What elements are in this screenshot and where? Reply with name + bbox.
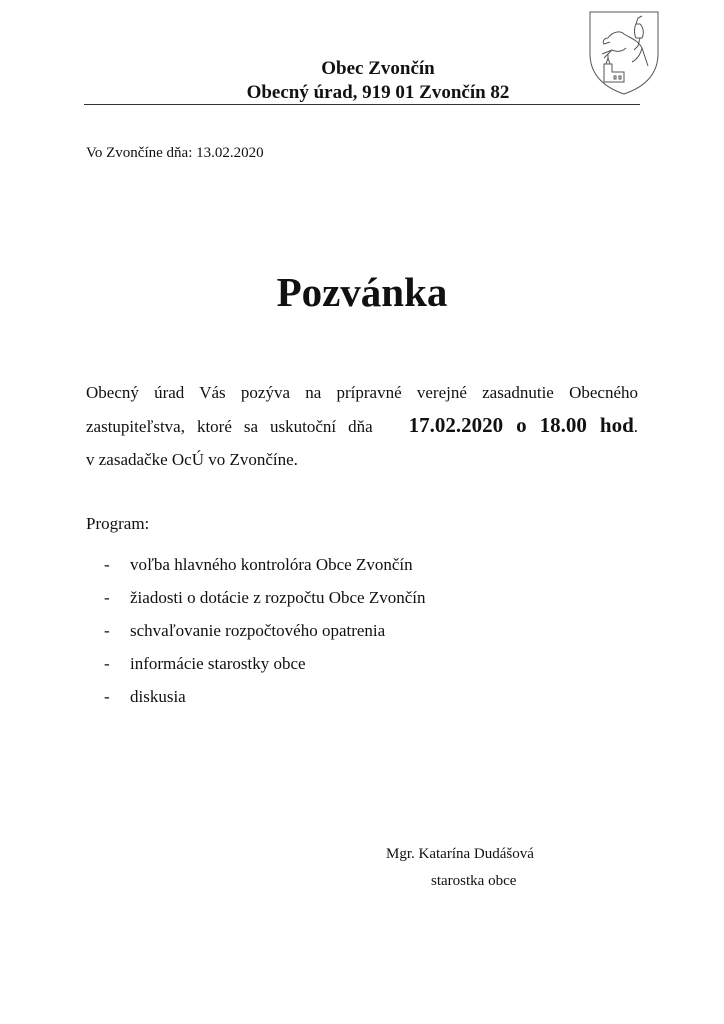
list-item	[104, 614, 426, 647]
bullet-dash: -	[104, 654, 110, 673]
invitation-line-1: Obecný úrad Vás pozýva na prípravné verejné zasadnutie Obecného	[86, 383, 638, 402]
program-list	[104, 548, 426, 713]
invitation-line-2-suffix: .	[633, 417, 639, 436]
bullet-dash: -	[104, 555, 110, 574]
program-label: Program:	[86, 514, 150, 533]
list-item-text: žiadosti o dotácie z rozpočtu Obce Zvončín	[130, 588, 426, 607]
municipality-name: Obec Zvončín	[321, 58, 435, 79]
list-item-text: diskusia	[130, 687, 186, 706]
office-address: Obecný úrad, 919 01 Zvončín 82	[246, 82, 510, 103]
header-divider	[84, 104, 640, 105]
invitation-paragraph	[86, 376, 638, 476]
invitation-line-2	[86, 409, 638, 443]
invitation-line-3: v zasadačke OcÚ vo Zvončíne.	[86, 450, 298, 469]
signatory-name: Mgr. Katarína Dudášová	[386, 846, 534, 862]
invitation-line-2-prefix: zastupiteľstva, ktoré sa uskutoční dňa	[86, 417, 373, 436]
list-item	[104, 548, 426, 581]
date-line: Vo Zvončíne dňa: 13.02.2020	[86, 145, 264, 161]
signatory-role: starostka obce	[431, 873, 517, 889]
document-title: Pozvánka	[276, 269, 448, 315]
bullet-dash: -	[104, 588, 110, 607]
bullet-dash: -	[104, 621, 110, 640]
bullet-dash: -	[104, 687, 110, 706]
coat-of-arms-icon	[586, 8, 662, 96]
meeting-datetime: 17.02.2020 o 18.00 hod	[408, 413, 634, 437]
list-item-text: informácie starostky obce	[130, 654, 306, 673]
list-item	[104, 581, 426, 614]
list-item	[104, 680, 426, 713]
list-item-text: schvaľovanie rozpočtového opatrenia	[130, 621, 386, 640]
list-item	[104, 647, 426, 680]
list-item-text: voľba hlavného kontrolóra Obce Zvončín	[130, 555, 413, 574]
